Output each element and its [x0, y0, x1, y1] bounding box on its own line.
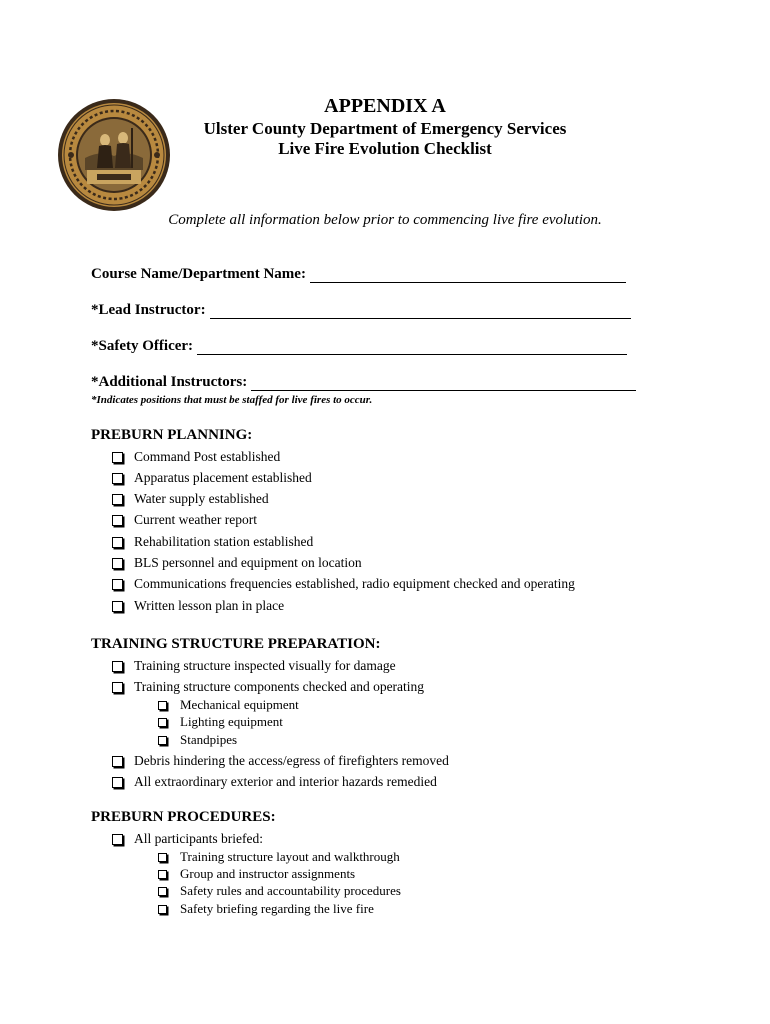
checkbox-icon[interactable] [112, 494, 123, 505]
checklist-subitem[interactable]: Safety rules and accountability procedures [158, 882, 401, 900]
checkbox-icon[interactable] [158, 718, 167, 727]
checkbox-icon[interactable] [112, 515, 123, 526]
course-name-field [91, 266, 626, 283]
course-name-blank[interactable] [310, 268, 626, 283]
checkbox-icon[interactable] [112, 682, 123, 693]
checkbox-icon[interactable] [112, 537, 123, 548]
safety-officer-field [91, 338, 627, 355]
checklist-item[interactable]: Communications frequencies established, radio equipment checked and operating [112, 575, 575, 593]
checkbox-icon[interactable] [112, 777, 123, 788]
checklist-subitem[interactable]: Mechanical equipment [158, 696, 299, 714]
checkbox-icon[interactable] [112, 601, 123, 612]
checklist-item[interactable]: Command Post established [112, 448, 280, 466]
safety-officer-blank[interactable] [197, 340, 627, 355]
staffing-note: *Indicates positions that must be staffed for live fires to occur. [91, 394, 373, 406]
checklist-subitem[interactable]: Training structure layout and walkthrough [158, 848, 400, 866]
county-seal-logo [57, 98, 171, 212]
checklist-item[interactable]: Debris hindering the access/egress of firefighters removed [112, 752, 449, 770]
checklist-title: Live Fire Evolution Checklist [278, 139, 492, 158]
section-heading-preburn-procedures: PREBURN PROCEDURES: [91, 809, 276, 825]
appendix-title: APPENDIX A [324, 95, 446, 117]
checklist-item[interactable]: Water supply established [112, 490, 269, 508]
checklist-item[interactable]: Training structure components checked and operating [112, 678, 424, 696]
lead-instructor-field [91, 302, 631, 319]
lead-instructor-blank[interactable] [210, 304, 631, 319]
checkbox-icon[interactable] [112, 579, 123, 590]
checklist-item[interactable]: Written lesson plan in place [112, 597, 284, 615]
course-name-label: Course Name/Department Name: [91, 266, 306, 282]
checklist-item[interactable]: Training structure inspected visually for damage [112, 657, 396, 675]
checkbox-icon[interactable] [112, 558, 123, 569]
checkbox-icon[interactable] [158, 905, 167, 914]
checklist-item[interactable]: Current weather report [112, 511, 257, 529]
lead-instructor-label: *Lead Instructor: [91, 302, 206, 318]
instructions-text: Complete all information below prior to commencing live fire evolution. [168, 212, 602, 228]
checkbox-icon[interactable] [112, 452, 123, 463]
checkbox-icon[interactable] [158, 870, 167, 879]
checklist-subitem[interactable]: Group and instructor assignments [158, 865, 355, 883]
checklist-subitem[interactable]: Safety briefing regarding the live fire [158, 900, 374, 918]
checkbox-icon[interactable] [112, 473, 123, 484]
section-heading-training-structure: TRAINING STRUCTURE PREPARATION: [91, 636, 381, 652]
section-heading-preburn-planning: PREBURN PLANNING: [91, 427, 253, 443]
department-title: Ulster County Department of Emergency Services [203, 119, 567, 138]
checklist-item[interactable]: All extraordinary exterior and interior hazards remedied [112, 773, 437, 791]
checklist-item[interactable]: BLS personnel and equipment on location [112, 554, 362, 572]
additional-instructors-label: *Additional Instructors: [91, 374, 248, 390]
checkbox-icon[interactable] [158, 887, 167, 896]
checklist-subitem[interactable]: Lighting equipment [158, 713, 283, 731]
checklist-item[interactable]: Rehabilitation station established [112, 533, 313, 551]
checkbox-icon[interactable] [112, 661, 123, 672]
additional-instructors-blank[interactable] [251, 376, 636, 391]
safety-officer-label: *Safety Officer: [91, 338, 194, 354]
checklist-subitem[interactable]: Standpipes [158, 731, 237, 749]
checklist-item[interactable]: Apparatus placement established [112, 469, 312, 487]
checkbox-icon[interactable] [112, 756, 123, 767]
checkbox-icon[interactable] [158, 853, 167, 862]
checkbox-icon[interactable] [158, 701, 167, 710]
checkbox-icon[interactable] [112, 834, 123, 845]
additional-instructors-field [91, 374, 636, 391]
checkbox-icon[interactable] [158, 736, 167, 745]
checklist-item[interactable]: All participants briefed: [112, 830, 263, 848]
